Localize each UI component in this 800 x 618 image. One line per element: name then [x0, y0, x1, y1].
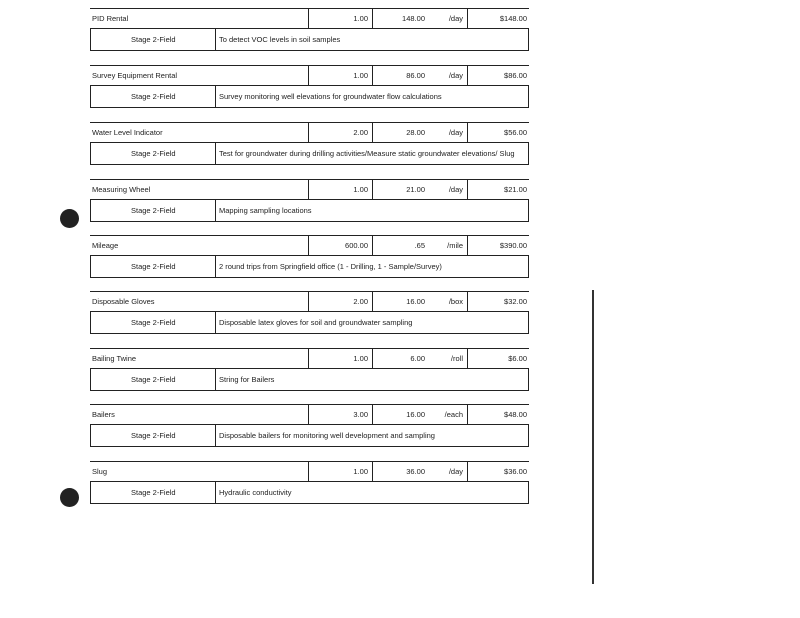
cost-item-row	[90, 179, 529, 200]
column-divider	[308, 123, 309, 142]
column-divider	[308, 405, 309, 424]
column-divider	[215, 425, 216, 446]
column-divider	[308, 236, 309, 255]
item-description: String for Bailers	[219, 375, 275, 384]
item-unit: /day	[448, 128, 463, 137]
item-name: Disposable Gloves	[92, 297, 155, 306]
item-rate: 148.00	[402, 14, 425, 23]
cost-item-detail-row	[90, 482, 529, 504]
cost-item-row	[90, 348, 529, 369]
item-phase: Stage 2-Field	[131, 375, 176, 384]
item-unit: /each	[444, 410, 463, 419]
column-divider	[372, 236, 373, 255]
item-quantity: 1.00	[353, 71, 368, 80]
column-divider	[467, 236, 468, 255]
item-description: Test for groundwater during drilling activities/Measure static groundwater elevations/ Slug	[219, 149, 515, 158]
column-divider	[467, 123, 468, 142]
item-rate: 28.00	[406, 128, 425, 137]
item-name: Bailers	[92, 410, 115, 419]
item-rate: 86.00	[406, 71, 425, 80]
column-divider	[372, 405, 373, 424]
item-description: To detect VOC levels in soil samples	[219, 35, 341, 44]
column-divider	[467, 180, 468, 199]
column-divider	[467, 292, 468, 311]
item-total: $56.00	[504, 128, 527, 137]
item-unit: /day	[448, 71, 463, 80]
item-total: $6.00	[508, 354, 527, 363]
column-divider	[215, 86, 216, 107]
cost-item-row	[90, 404, 529, 425]
item-quantity: 1.00	[353, 354, 368, 363]
cost-item-detail-row	[90, 200, 529, 222]
cost-item-detail-row	[90, 312, 529, 334]
item-rate: .65	[414, 241, 425, 250]
column-divider	[467, 462, 468, 481]
item-total: $48.00	[504, 410, 527, 419]
item-quantity: 3.00	[353, 410, 368, 419]
item-quantity: 1.00	[353, 14, 368, 23]
item-description: Disposable latex gloves for soil and groundwater sampling	[219, 318, 413, 327]
column-divider	[215, 29, 216, 50]
cost-item-detail-row	[90, 425, 529, 447]
item-total: $21.00	[504, 185, 527, 194]
item-description: Survey monitoring well elevations for groundwater flow calculations	[219, 92, 442, 101]
cost-item-entry	[90, 179, 529, 222]
column-divider	[372, 462, 373, 481]
column-divider	[372, 66, 373, 85]
item-unit: /day	[448, 467, 463, 476]
item-name: Bailing Twine	[92, 354, 137, 363]
item-quantity: 600.00	[345, 241, 368, 250]
cost-item-entry	[90, 404, 529, 447]
cost-item-detail-row	[90, 86, 529, 108]
column-divider	[372, 9, 373, 28]
item-name: PID Rental	[92, 14, 129, 23]
item-description: Hydraulic conductivity	[219, 488, 292, 497]
column-divider	[215, 312, 216, 333]
item-rate: 16.00	[406, 410, 425, 419]
item-unit: /day	[448, 14, 463, 23]
column-divider	[215, 143, 216, 164]
cost-item-row	[90, 65, 529, 86]
item-total: $32.00	[504, 297, 527, 306]
item-total: $148.00	[499, 14, 527, 23]
column-divider	[215, 256, 216, 277]
cost-item-detail-row	[90, 143, 529, 165]
column-divider	[372, 123, 373, 142]
cost-item-detail-row	[90, 369, 529, 391]
item-phase: Stage 2-Field	[131, 318, 176, 327]
item-unit: /mile	[447, 241, 463, 250]
item-unit: /roll	[450, 354, 463, 363]
item-rate: 36.00	[406, 467, 425, 476]
cost-item-entry	[90, 8, 529, 51]
cost-item-entry	[90, 348, 529, 391]
item-total: $86.00	[504, 71, 527, 80]
cost-item-entry	[90, 235, 529, 278]
cost-item-entry	[90, 122, 529, 165]
item-phase: Stage 2-Field	[131, 92, 176, 101]
binder-punch-hole	[60, 488, 79, 507]
column-divider	[308, 462, 309, 481]
column-divider	[308, 9, 309, 28]
item-quantity: 2.00	[353, 128, 368, 137]
item-unit: /day	[448, 185, 463, 194]
item-name: Survey Equipment Rental	[92, 71, 178, 80]
item-unit: /box	[448, 297, 463, 306]
column-divider	[308, 349, 309, 368]
cost-item-row	[90, 461, 529, 482]
column-divider	[372, 349, 373, 368]
column-divider	[372, 180, 373, 199]
column-divider	[372, 292, 373, 311]
cost-item-detail-row	[90, 29, 529, 51]
item-phase: Stage 2-Field	[131, 262, 176, 271]
item-description: 2 round trips from Springfield office (1 - Drilling, 1 - Sample/Survey)	[219, 262, 442, 271]
margin-line	[592, 290, 594, 584]
cost-item-row	[90, 291, 529, 312]
cost-item-row	[90, 235, 529, 256]
column-divider	[308, 180, 309, 199]
item-phase: Stage 2-Field	[131, 206, 176, 215]
cost-item-entry	[90, 461, 529, 504]
item-description: Disposable bailers for monitoring well development and sampling	[219, 431, 435, 440]
cost-item-row	[90, 8, 529, 29]
cost-item-row	[90, 122, 529, 143]
cost-item-entry	[90, 65, 529, 108]
cost-item-entry	[90, 291, 529, 334]
column-divider	[308, 66, 309, 85]
item-description: Mapping sampling locations	[219, 206, 312, 215]
item-phase: Stage 2-Field	[131, 35, 176, 44]
item-total: $390.00	[499, 241, 527, 250]
item-quantity: 1.00	[353, 185, 368, 194]
item-phase: Stage 2-Field	[131, 149, 176, 158]
column-divider	[467, 349, 468, 368]
item-phase: Stage 2-Field	[131, 488, 176, 497]
cost-item-detail-row	[90, 256, 529, 278]
item-rate: 16.00	[406, 297, 425, 306]
column-divider	[467, 9, 468, 28]
column-divider	[467, 405, 468, 424]
column-divider	[215, 482, 216, 503]
column-divider	[467, 66, 468, 85]
item-rate: 6.00	[410, 354, 425, 363]
item-phase: Stage 2-Field	[131, 431, 176, 440]
item-name: Measuring Wheel	[92, 185, 151, 194]
binder-punch-hole	[60, 209, 79, 228]
item-name: Slug	[92, 467, 108, 476]
item-quantity: 2.00	[353, 297, 368, 306]
item-total: $36.00	[504, 467, 527, 476]
item-quantity: 1.00	[353, 467, 368, 476]
item-rate: 21.00	[406, 185, 425, 194]
column-divider	[215, 200, 216, 221]
column-divider	[308, 292, 309, 311]
column-divider	[215, 369, 216, 390]
item-name: Mileage	[92, 241, 119, 250]
item-name: Water Level Indicator	[92, 128, 163, 137]
